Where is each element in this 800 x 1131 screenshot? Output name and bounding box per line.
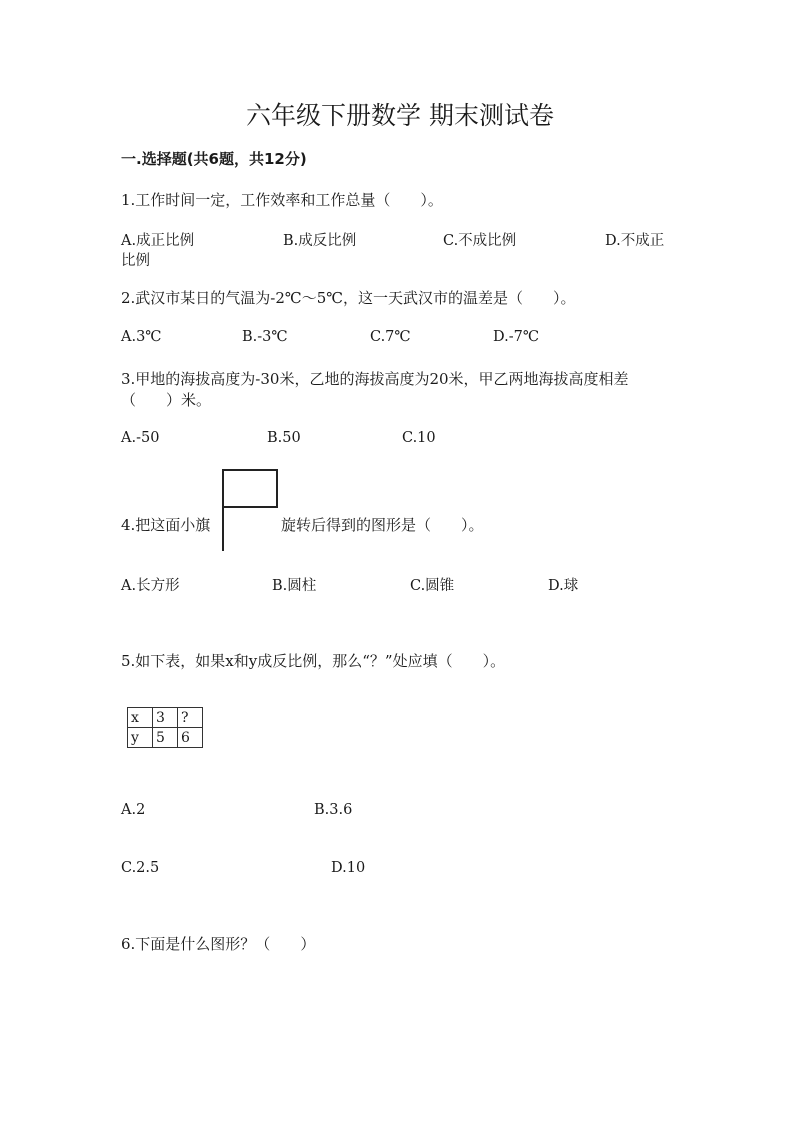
question-4-option-a[interactable]: A.长方形 xyxy=(121,578,180,594)
xy-table xyxy=(127,707,203,748)
question-6-text: 6.下面是什么图形？（ ） xyxy=(121,935,316,953)
question-4-option-d[interactable]: D.球 xyxy=(548,578,579,594)
table-cell: y xyxy=(128,728,153,748)
question-3-option-a[interactable]: A.-50 xyxy=(121,430,160,446)
question-4-text-before: 4.把这面小旗 xyxy=(121,516,211,534)
question-1-option-a[interactable]: A.成正比例 xyxy=(121,233,195,249)
question-4-text-after: 旋转后得到的图形是（ ）。 xyxy=(281,516,484,534)
question-1-option-d[interactable]: D.不成正 xyxy=(605,233,665,249)
table-cell: 5 xyxy=(153,728,178,748)
question-1-option-d-wrap: 比例 xyxy=(121,253,150,269)
page-title: 六年级下册数学 期末测试卷 xyxy=(246,101,554,130)
question-1-option-c[interactable]: C.不成比例 xyxy=(443,233,517,249)
table-cell: 6 xyxy=(178,728,203,748)
question-5-option-c[interactable]: C.2.5 xyxy=(121,860,160,876)
question-2-option-d[interactable]: D.-7℃ xyxy=(493,329,540,345)
question-3-option-c[interactable]: C.10 xyxy=(402,430,436,446)
table-cell: 3 xyxy=(153,708,178,728)
question-1-option-b[interactable]: B.成反比例 xyxy=(283,233,357,249)
flag-figure xyxy=(214,468,284,554)
question-3-text-line2: （ ）米。 xyxy=(121,391,212,409)
question-5-option-a[interactable]: A.2 xyxy=(121,802,146,818)
question-2-option-a[interactable]: A.3℃ xyxy=(121,329,162,345)
flag-cloth xyxy=(223,470,277,507)
question-4-option-c[interactable]: C.圆锥 xyxy=(410,578,455,594)
section-header: 一.选择题(共6题，共12分) xyxy=(121,150,307,168)
question-1-text: 1.工作时间一定，工作效率和工作总量（ ）。 xyxy=(121,191,443,209)
table-cell: x xyxy=(128,708,153,728)
question-2-option-c[interactable]: C.7℃ xyxy=(370,329,411,345)
question-2-option-b[interactable]: B.-3℃ xyxy=(242,329,288,345)
question-4-option-b[interactable]: B.圆柱 xyxy=(272,578,317,594)
table-row-y xyxy=(128,728,203,748)
table-row-x xyxy=(128,708,203,728)
question-5-option-b[interactable]: B.3.6 xyxy=(314,802,353,818)
question-5-option-d[interactable]: D.10 xyxy=(331,860,366,876)
question-3-text-line1: 3.甲地的海拔高度为-30米，乙地的海拔高度为20米，甲乙两地海拔高度相差 xyxy=(121,370,629,388)
question-3-option-b[interactable]: B.50 xyxy=(267,430,301,446)
question-2-text: 2.武汉市某日的气温为-2℃～5℃，这一天武汉市的温差是（ ）。 xyxy=(121,289,576,307)
table-cell: ? xyxy=(178,708,203,728)
question-5-text: 5.如下表，如果x和y成反比例，那么“？”处应填（ ）。 xyxy=(121,652,506,670)
